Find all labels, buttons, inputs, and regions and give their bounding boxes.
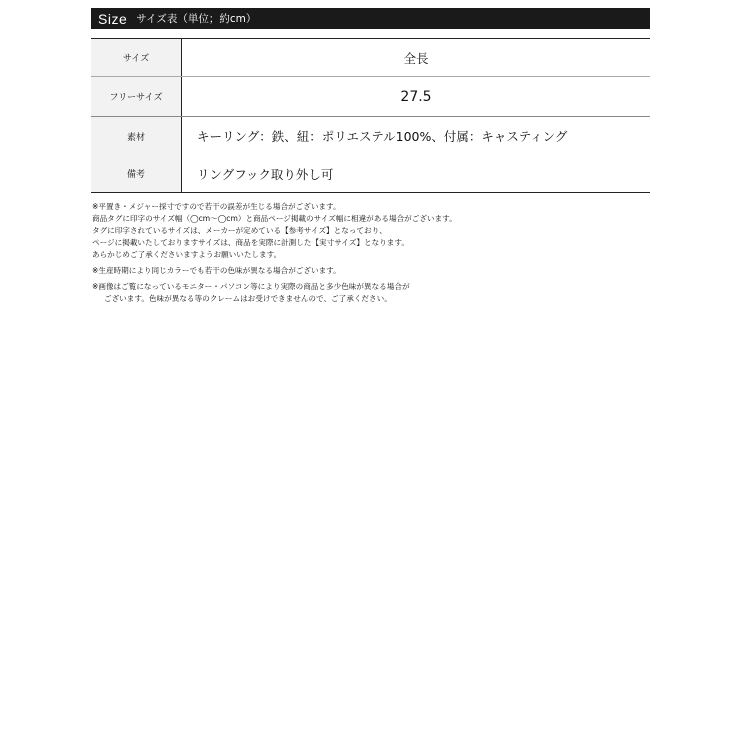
material-label: 素材 — [91, 117, 182, 156]
table-header-row — [91, 39, 650, 77]
free-size-label: フリーサイズ — [91, 77, 182, 117]
note-line: ページに掲載いたしておりますサイズは、商品を実際に計測した【実寸サイズ】となります。 — [92, 238, 409, 247]
length-column-label: 全長 — [182, 39, 651, 77]
note-line: ※生産時期により同じカラーでも若干の色味が異なる場合がございます。 — [92, 266, 341, 275]
note-line: タグに印字されているサイズは、メーカーが定めている【参考サイズ】となっており、 — [92, 226, 387, 235]
note-line: あらかじめご了承くださいますようお願いいたします。 — [92, 250, 282, 259]
material-value: キーリング：鉄、紐：ポリエステル100%、付属：キャスティング — [197, 129, 568, 144]
table-row-material — [91, 117, 650, 156]
table-row-remarks — [91, 155, 650, 193]
note-line: ※平置き・メジャー採寸ですので若干の誤差が生じる場合がございます。 — [92, 202, 341, 211]
table-row-free-size — [91, 77, 650, 117]
remarks-value: リングフック取り外し可 — [182, 155, 651, 193]
size-column-label: サイズ — [91, 39, 182, 77]
notes-section — [92, 201, 652, 305]
size-table — [91, 38, 650, 193]
size-header-bar — [91, 8, 650, 29]
size-title: Size — [98, 10, 128, 27]
note-line: ※画像はご覧になっているモニター・パソコン等により実際の商品と多少色味が異なる場合が — [92, 282, 410, 291]
size-subtitle: サイズ表（単位；約cm） — [136, 13, 257, 25]
note-line: 商品タグに印字のサイズ幅（◯cm〜◯cm）と商品ページ掲載のサイズ幅に相違がある場合がございます。 — [92, 214, 457, 223]
length-value: 27.5 — [182, 77, 651, 117]
remarks-label: 備考 — [91, 155, 182, 193]
note-line: ございます。色味が異なる等のクレームはお受けできませんので、ご了承ください。 — [104, 294, 392, 303]
